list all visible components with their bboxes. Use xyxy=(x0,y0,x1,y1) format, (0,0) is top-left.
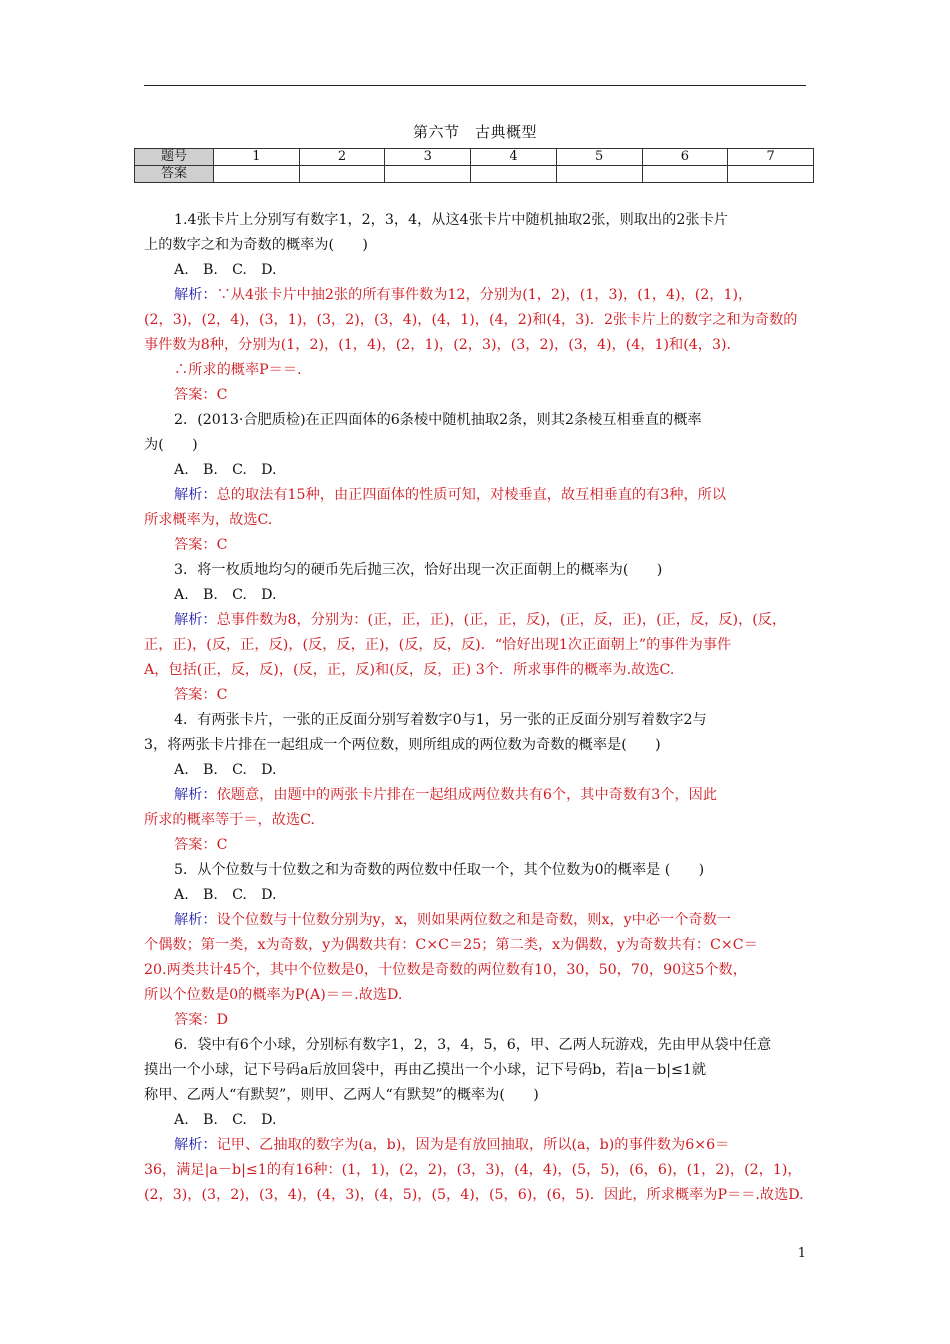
choice-options: A. B. C. D. xyxy=(174,887,277,903)
solution-line: 所以个位数是0的概率为P(A)＝＝.故选D. xyxy=(144,987,403,1003)
grid-label-number: 题号 xyxy=(135,149,214,166)
grid-number: 1 xyxy=(214,149,300,166)
problem-2 xyxy=(144,408,809,558)
problem-1 xyxy=(144,208,809,408)
grid-answer-cell[interactable] xyxy=(299,166,385,183)
question-line: 2．(2013·合肥质检)在正四面体的6条棱中随机抽取2条，则其2条棱互相垂直的概率 xyxy=(174,412,702,428)
grid-number: 4 xyxy=(471,149,557,166)
answer-key: 答案：C xyxy=(174,387,228,403)
solution-line: 20.两类共计45个，其中个位数是0，十位数是奇数的两位数有10，30，50，70，90这5个数， xyxy=(144,962,747,978)
header-rule xyxy=(144,85,806,86)
grid-answer-cell[interactable] xyxy=(385,166,471,183)
solution-line: 36，满足|a－b|≤1的有16种：(1，1)，(2，2)，(3，3)，(4，4)，(5，5)，(6，6)，(1，2)，(2，1)， xyxy=(144,1162,802,1178)
solution-label: 解析： xyxy=(174,287,217,303)
solution-line: 解析：设个位数与十位数分别为y，x，则如果两位数之和是奇数，则x，y中必一个奇数一 xyxy=(174,912,731,928)
grid-row-numbers xyxy=(135,149,814,166)
choice-options: A. B. C. D. xyxy=(174,1112,277,1128)
grid-row-answers xyxy=(135,166,814,183)
solution-label: 解析： xyxy=(174,487,217,503)
answer-key: 答案：C xyxy=(174,687,228,703)
question-line: 为( ) xyxy=(144,437,198,453)
solution-line: 解析：依题意，由题中的两张卡片排在一起组成两位数共有6个，其中奇数有3个，因此 xyxy=(174,787,718,803)
grid-answer-cell[interactable] xyxy=(642,166,728,183)
grid-answer-cell[interactable] xyxy=(556,166,642,183)
choice-options: A. B. C. D. xyxy=(174,462,277,478)
question-line: 5．从个位数与十位数之和为奇数的两位数中任取一个，其个位数为0的概率是 ( ) xyxy=(174,862,705,878)
solution-label: 解析： xyxy=(174,612,217,628)
grid-number: 5 xyxy=(556,149,642,166)
problem-4 xyxy=(144,708,809,858)
problem-list xyxy=(144,208,809,1208)
solution-line: (2，3)，(2，4)，(3，1)，(3，2)，(3，4)，(4，1)，(4，2)和(4，3)．2张卡片上的数字之和为奇数的 xyxy=(144,312,798,328)
grid-answer-cell[interactable] xyxy=(728,166,814,183)
grid-number: 3 xyxy=(385,149,471,166)
solution-line: A，包括(正，反，反)，(反，正，反)和(反，反，正) 3个．所求事件的概率为.故选C. xyxy=(144,662,675,678)
page-number: 1 xyxy=(797,1246,806,1261)
solution-label: 解析： xyxy=(174,1137,217,1153)
answer-key: 答案：C xyxy=(174,837,228,853)
question-line: 1.4张卡片上分别写有数字1，2，3，4，从这4张卡片中随机抽取2张，则取出的2张卡片 xyxy=(174,212,728,228)
solution-line: 个偶数；第一类，x为奇数，y为偶数共有：C×C＝25；第二类，x为偶数，y为奇数共有：C×C＝ xyxy=(144,937,758,953)
question-line: 4．有两张卡片，一张的正反面分别写着数字0与1，另一张的正反面分别写着数字2与 xyxy=(174,712,707,728)
grid-label-answer: 答案 xyxy=(135,166,214,183)
solution-label: 解析： xyxy=(174,912,217,928)
answer-key: 答案：C xyxy=(174,537,228,553)
solution-line: 所求概率为，故选C. xyxy=(144,512,273,528)
answer-grid xyxy=(134,148,814,183)
solution-line: 解析：总的取法有15种，由正四面体的性质可知，对棱垂直，故互相垂直的有3种，所以 xyxy=(174,487,727,503)
grid-number: 6 xyxy=(642,149,728,166)
question-line: 称甲、乙两人“有默契”，则甲、乙两人“有默契”的概率为( ) xyxy=(144,1087,539,1103)
solution-line: (2，3)，(3，2)，(3，4)，(4，3)，(4，5)，(5，4)，(5，6)，(6，5)．因此，所求概率为P＝＝.故选D. xyxy=(144,1187,804,1203)
problem-6 xyxy=(144,1033,809,1208)
question-line: 3，将两张卡片排在一起组成一个两位数，则所组成的两位数为奇数的概率是( ) xyxy=(144,737,661,753)
solution-line: 正，正)，(反，正，反)，(反，反，正)，(反，反，反)．“恰好出现1次正面朝上”的事件为事件 xyxy=(144,637,732,653)
solution-line: 所求的概率等于＝，故选C. xyxy=(144,812,315,828)
solution-line: 解析：∵从4张卡片中抽2张的所有事件数为12，分别为(1，2)，(1，3)，(1，4)，(2，1)， xyxy=(174,287,753,303)
grid-answer-cell[interactable] xyxy=(214,166,300,183)
choice-options: A. B. C. D. xyxy=(174,262,277,278)
section-title: 第六节 古典概型 xyxy=(412,123,537,141)
solution-line: ∴所求的概率P＝＝. xyxy=(174,362,302,378)
solution-line: 解析：记甲、乙抽取的数字为(a，b)，因为是有放回抽取，所以(a，b)的事件数为6×6＝ xyxy=(174,1137,730,1153)
question-line: 6．袋中有6个小球，分别标有数字1，2，3，4，5，6，甲、乙两人玩游戏，先由甲从袋中任意 xyxy=(174,1037,772,1053)
choice-options: A. B. C. D. xyxy=(174,587,277,603)
solution-line: 事件数为8种，分别为(1，2)，(1，4)，(2，1)，(2，3)，(3，2)，(3，4)，(4，1)和(4，3)． xyxy=(144,337,741,353)
grid-number: 2 xyxy=(299,149,385,166)
problem-5 xyxy=(144,858,809,1033)
problem-3 xyxy=(144,558,809,708)
grid-number: 7 xyxy=(728,149,814,166)
grid-answer-cell[interactable] xyxy=(471,166,557,183)
answer-key: 答案：D xyxy=(174,1012,228,1028)
question-line: 3．将一枚质地均匀的硬币先后抛三次，恰好出现一次正面朝上的概率为( ) xyxy=(174,562,663,578)
question-line: 摸出一个小球，记下号码a后放回袋中，再由乙摸出一个小球，记下号码b，若|a－b|≤1就 xyxy=(144,1062,707,1078)
question-line: 上的数字之和为奇数的概率为( ) xyxy=(144,237,368,253)
solution-line: 解析：总事件数为8，分别为：(正，正，正)，(正，正，反)，(正，反，正)，(正，反，反)，(反， xyxy=(174,612,787,628)
solution-label: 解析： xyxy=(174,787,217,803)
choice-options: A. B. C. D. xyxy=(174,762,277,778)
